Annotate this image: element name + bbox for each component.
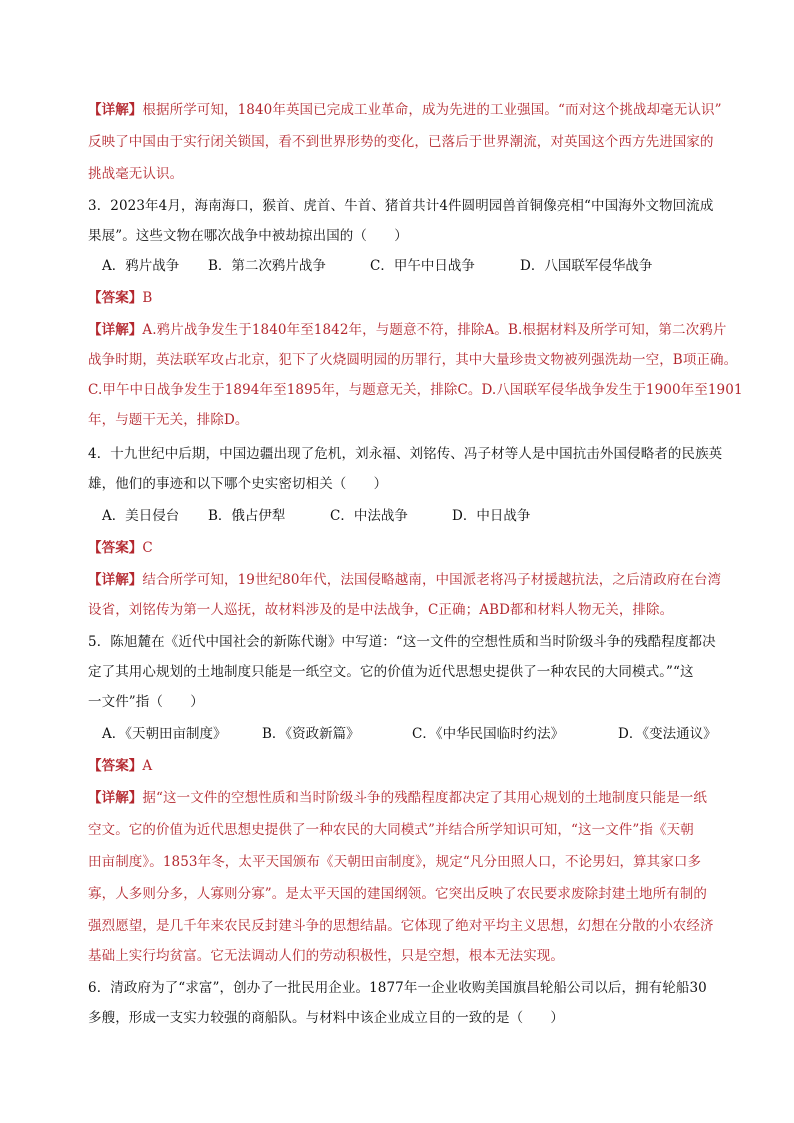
q5-detail-line-2: 空文。它的价值为近代思想史提供了一种农民的大同模式”并结合所学知识可知，“这一文件”指《天朝 [88,822,694,838]
q5-detail-line-5: 强烈愿望，是几千年来农民反封建斗争的思想结晶。它体现了绝对平均主义思想，幻想在分散的小农经济 [88,918,714,934]
question-6-line-1: 6．清政府为了“求富”，创办了一批民用企业。1877年一企业收购美国旗昌轮船公司以后，拥有轮船30 [88,980,707,996]
detail-tag: 【详解】 [88,102,143,118]
q4-option-d: D．中日战争 [452,508,531,524]
q5-detail-line-6: 基础上实行均贫富。它无法调动人们的劳动积极性，只是空想，根本无法实现。 [88,948,564,964]
q3-detail-line-4: 年，与题干无关，排除D。 [88,412,249,428]
q4-option-a: A．美日侵台 [102,508,180,524]
q5-detail-line-4: 寡，人多则分多，人寡则分寡”。是太平天国的建国纲领。它突出反映了农民要求废除封建土地所有制的 [88,886,707,902]
question-5-line-2: 定了其用心规划的土地制度只能是一纸空文。它的价值为近代思想史提供了一种农民的大同模式。”“这 [88,664,694,680]
q3-detail-line-2: 战争时期，英法联军攻占北京，犯下了火烧圆明园的历罪行，其中大量珍贵文物被列强洗劫一空，B项正确。 [88,352,738,368]
q3-detail-line-1: 【详解】A.鸦片战争发生于1840年至1842年，与题意不符，排除A。B.根据材料及所学可知，第二次鸦片 [88,322,727,338]
q4-detail-line-2: 设省，刘铭传为第一人巡抚，故材料涉及的是中法战争，C正确；ABD都和材料人物无关，排除。 [88,602,674,618]
question-6-line-2: 多艘，形成一支实力较强的商船队。与材料中该企业成立目的一致的是（ ） [88,1010,564,1026]
q4-option-c: C．中法战争 [330,508,408,524]
q3-option-b: B．第二次鸦片战争 [208,258,326,274]
question-4-line-1: 4．十九世纪中后期，中国边疆出现了危机，刘永福、刘铭传、冯子材等人是中国抗击外国侵略者的民族英 [88,446,723,462]
detail-1-line-3: 挑战毫无认识。 [88,166,184,182]
detail-1-line-1: 【详解】根据所学可知，1840年英国已完成工业革命，成为先进的工业强国。“而对这个挑战却毫无认识” [88,102,722,118]
q5-answer: 【答案】A [88,758,153,774]
q3-answer: 【答案】B [88,290,153,306]
question-5-line-1: 5．陈旭麓在《近代中国社会的新陈代谢》中写道：“这一文件的空想性质和当时阶级斗争的残酷程度都决 [88,634,716,650]
q5-detail-line-1: 【详解】据“这一文件的空想性质和当时阶级斗争的残酷程度都决定了其用心规划的土地制度只能是一纸 [88,790,708,806]
q5-option-c: C．《中华民国临时约法》 [412,726,565,742]
question-3-line-1: 3．2023年4月，海南海口，猴首、虎首、牛首、猪首共计4件圆明园兽首铜像亮相“中国海外文物回流成 [88,198,714,214]
question-5-line-3: 一文件”指（ ） [88,694,204,710]
question-4-line-2: 雄，他们的事迹和以下哪个史实密切相关（ ） [88,476,388,492]
q5-detail-line-3: 田亩制度》。1853年冬，太平天国颁布《天朝田亩制度》，规定“凡分田照人口，不论男妇，算其家口多 [88,854,702,870]
q4-detail-line-1: 【详解】结合所学可知，19世纪80年代，法国侵略越南，中国派老将冯子材援越抗法，之后清政府在台湾 [88,572,722,588]
q5-option-d: D．《变法通议》 [618,726,717,742]
q3-option-a: A．鸦片战争 [102,258,180,274]
detail-1-line-2: 反映了中国由于实行闭关锁国，看不到世界形势的变化，已落后于世界潮流，对英国这个西方先进国家的 [88,134,714,150]
question-3-line-2: 果展”。这些文物在哪次战争中被劫掠出国的（ ） [88,228,408,244]
q5-option-b: B．《资政新篇》 [262,726,360,742]
q4-answer: 【答案】C [88,540,153,556]
q3-option-d: D．八国联军侵华战争 [520,258,653,274]
q3-option-c: C．甲午中日战争 [370,258,475,274]
q5-option-a: A．《天朝田亩制度》 [102,726,227,742]
q4-option-b: B．俄占伊犁 [208,508,286,524]
q3-detail-line-3: C.甲午中日战争发生于1894年至1895年，与题意无关，排除C。D.八国联军侵华战争发生于1900年至1901 [88,382,743,398]
